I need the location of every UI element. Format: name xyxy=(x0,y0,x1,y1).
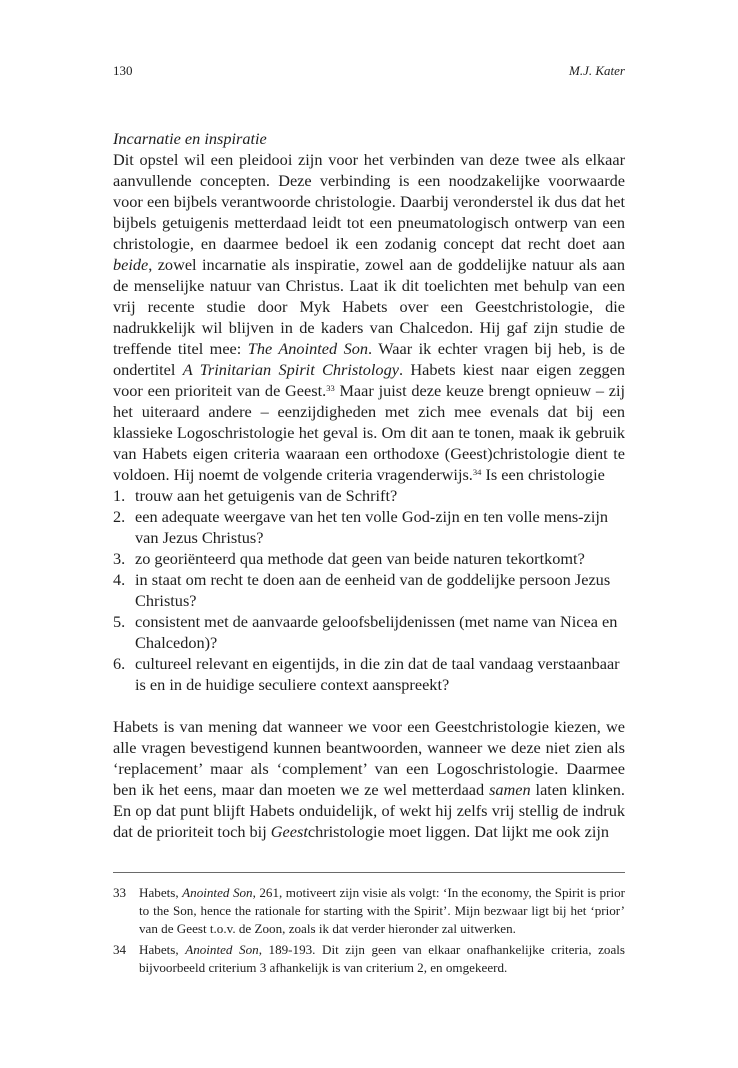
text-run: Habets, xyxy=(139,942,186,957)
list-number: 5. xyxy=(113,612,126,631)
footnote-33 xyxy=(113,884,625,938)
list-item xyxy=(113,611,625,653)
list-item xyxy=(113,548,625,569)
list-text: consistent met de aanvaarde geloofsbelijdenissen (met name van Nicea en Chalcedon)? xyxy=(135,612,618,652)
emphasis: samen xyxy=(489,780,531,799)
paragraph-1 xyxy=(113,149,625,485)
list-text: in staat om recht te doen aan de eenheid van de goddelijke persoon Jezus Christus? xyxy=(135,570,611,610)
book-subtitle: A Trinitarian Spirit Christology xyxy=(182,360,399,379)
text-run: , 261, motiveert zijn visie als volgt: ‘In the economy, the Spirit is prior to the Son, hence the rationale for starting with the Spirit’. Mijn bezwaar ligt bij het ‘prior’ van de Geest t.o.v. de Zoon, zoals ik dat verder hieronder zal uitwerken. xyxy=(139,885,626,936)
footnote-number: 33 xyxy=(113,885,127,900)
text-run: laten klinken. En op dat punt blijft Habets onduidelijk, of wekt hij zelfs vrij stellig de indruk dat de prioriteit toch bij xyxy=(113,780,625,841)
text-run: Maar juist deze keuze brengt opnieuw – zij het uiteraard andere – eenzijdigheden met zich mee evenals dat bij een klassieke Logoschristologie het geval is. Om dit aan te tonen, maak ik gebruik van Habets eigen criteria waaraan een orthodoxe (Geest)christologie dient te voldoen. Hij noemt de volgende criteria vragenderwijs. xyxy=(113,381,625,484)
text-run: , 189-193. Dit zijn geen van elkaar onafhankelijke criteria, zoals bijvoorbeeld criterium 3 afhankelijk is van criterium 2, en omgekeerd. xyxy=(139,942,625,975)
emphasis: beide xyxy=(113,255,149,274)
text-run: Dit opstel wil een pleidooi zijn voor het verbinden van deze twee als elkaar aanvullende concepten. Deze verbinding is een noodzakelijke voorwaarde voor een bijbels verantwoorde christologie. Daarbij veronderstel ik dus dat het bijbels getuigenis metterdaad leidt tot een pneumatologisch ontwerp van een christologie, en daarmee bedoel ik een zodanig concept dat recht doet aan xyxy=(113,150,625,253)
paragraph-spacer xyxy=(113,695,625,716)
list-number: 6. xyxy=(113,654,126,673)
text-run: . Waar ik echter vragen bij heb, is de ondertitel xyxy=(113,339,625,379)
page-number: 130 xyxy=(113,63,133,78)
text-run: . Habets kiest naar eigen zeggen voor een prioriteit van de Geest. xyxy=(113,360,625,400)
list-item xyxy=(113,485,625,506)
paragraph-2 xyxy=(113,716,625,842)
footnotes xyxy=(113,884,625,980)
list-text: cultureel relevant en eigentijds, in die zin dat de taal vandaag verstaanbaar is en in de huidige seculiere context aanspreekt? xyxy=(135,654,620,694)
text-run: , zowel incarnatie als inspiratie, zowel aan de goddelijke natuur als aan de menselijke natuur van Christus. Laat ik dit toelichten met behulp van een vrij recente studie door Myk Habets over een Geestchristologie, die nadrukkelijk wil blijven in de kaders van Chalcedon. Hij gaf zijn studie de treffende titel mee: xyxy=(113,255,625,358)
main-text xyxy=(113,128,625,842)
list-number: 3. xyxy=(113,549,126,568)
list-text: trouw aan het getuigenis van de Schrift? xyxy=(135,486,398,505)
book-title: The Anointed Son xyxy=(247,339,368,358)
list-text: een adequate weergave van het ten volle God-zijn en ten volle mens-zijn van Jezus Christus? xyxy=(135,507,609,547)
list-number: 2. xyxy=(113,507,126,526)
text-run: Is een christologie xyxy=(481,465,605,484)
list-number: 1. xyxy=(113,486,126,505)
list-number: 4. xyxy=(113,570,126,589)
list-text: zo georiënteerd qua methode dat geen van beide naturen tekortkomt? xyxy=(135,549,585,568)
criteria-list xyxy=(113,485,625,695)
cited-title: Anointed Son xyxy=(182,885,253,900)
running-head: M.J. Kater xyxy=(569,63,625,78)
text-run: Habets is van mening dat wanneer we voor een Geestchristologie kiezen, we alle vragen bevestigend kunnen beantwoorden, wanneer we deze niet zien als ‘replacement’ maar als ‘complement’ van een Logoschristologie. Daarmee ben ik het eens, maar dan moeten we ze wel metterdaad xyxy=(113,717,625,799)
list-item xyxy=(113,569,625,611)
text-run: Habets, xyxy=(139,885,183,900)
list-item xyxy=(113,506,625,548)
footnote-ref-34[interactable]: 34 xyxy=(472,467,482,477)
text-run: christologie moet liggen. Dat lijkt me ook zijn xyxy=(307,822,610,841)
footnote-34 xyxy=(113,941,625,977)
cited-title: Anointed Son xyxy=(185,942,259,957)
footnote-ref-33[interactable]: 33 xyxy=(326,383,335,393)
section-title: Incarnatie en inspiratie xyxy=(113,129,267,148)
footnote-divider xyxy=(113,872,625,873)
footnote-number: 34 xyxy=(113,942,127,957)
list-item xyxy=(113,653,625,695)
emphasis: Geest xyxy=(270,822,308,841)
